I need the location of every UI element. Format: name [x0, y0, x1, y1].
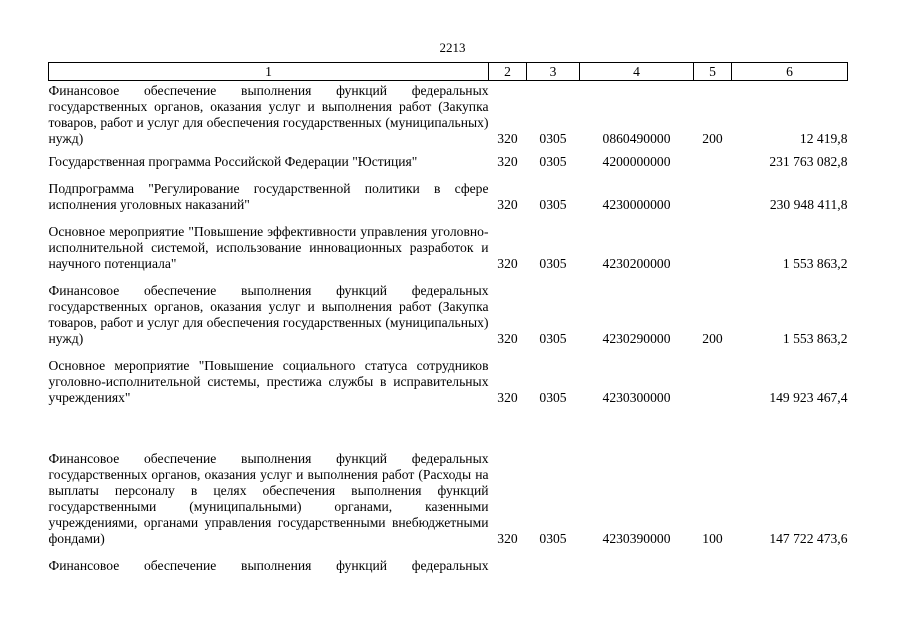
page-number: 2213 — [439, 40, 466, 55]
row-ministry-code: 320 — [497, 197, 518, 212]
row-ministry-code: 320 — [497, 154, 518, 169]
row-expense-type: 100 — [702, 531, 723, 546]
row-section-code: 0305 — [539, 131, 567, 146]
table-row — [49, 547, 848, 574]
row-description: Финансовое обеспечение выполнения функций федеральных государственных органов, оказания услуг и выполнения работ (Закупка товаров, работ и услуг для обеспечения государственных (муниципальных) нужд) — [48, 83, 489, 146]
header-col-4: 4 — [580, 63, 694, 81]
row-expense-type — [694, 147, 732, 170]
row-section-code: 0305 — [539, 390, 567, 405]
header-col-5: 5 — [694, 63, 732, 81]
row-description: Основное мероприятие "Повышение эффективности управления уголовно-исполнительной системой, использование инновационных разработок и научного потенциала" — [48, 224, 489, 271]
table-row — [49, 170, 848, 213]
table-row — [49, 406, 848, 547]
row-description: Подпрограмма "Регулирование государственной политики в сфере исполнения уголовных наказаний" — [48, 181, 489, 212]
row-expense-type: 200 — [702, 331, 723, 346]
table-row — [49, 81, 848, 148]
row-expense-type — [694, 547, 732, 574]
row-expense-type — [694, 347, 732, 406]
row-target-code: 4230200000 — [602, 256, 671, 271]
row-ministry-code: 320 — [497, 331, 518, 346]
header-row — [49, 63, 848, 81]
row-ministry-code — [489, 547, 527, 574]
table-row — [49, 272, 848, 347]
row-ministry-code: 320 — [497, 256, 518, 271]
budget-table — [48, 62, 848, 574]
row-section-code: 0305 — [539, 256, 567, 271]
row-description: Основное мероприятие "Повышение социального статуса сотрудников уголовно-исполнительной системы, престижа службы в исправительных учреждениях" — [48, 358, 489, 405]
row-target-code: 4230290000 — [602, 331, 671, 346]
row-target-code: 4230300000 — [602, 390, 671, 405]
row-ministry-code: 320 — [497, 531, 518, 546]
row-amount: 149 923 467,4 — [769, 390, 848, 405]
row-target-code — [580, 547, 694, 574]
table-row — [49, 347, 848, 406]
row-section-code: 0305 — [539, 197, 567, 212]
row-section-code: 0305 — [539, 331, 567, 346]
row-expense-type — [694, 170, 732, 213]
row-description: Государственная программа Российской Федерации "Юстиция" — [48, 154, 418, 169]
row-section-code: 0305 — [539, 531, 567, 546]
header-col-3: 3 — [527, 63, 580, 81]
row-amount: 12 419,8 — [799, 131, 848, 146]
row-ministry-code: 320 — [497, 131, 518, 146]
header-col-1: 1 — [49, 63, 489, 81]
row-section-code — [527, 547, 580, 574]
row-ministry-code: 320 — [497, 390, 518, 405]
row-amount — [732, 547, 848, 574]
table-row — [49, 147, 848, 170]
row-target-code: 4230390000 — [602, 531, 671, 546]
row-description: Финансовое обеспечение выполнения функций федеральных государственных органов, оказания услуг и выполнения работ (Закупка товаров, работ и услуг для обеспечения государственных (муниципальных) нужд) — [48, 283, 489, 346]
table-row — [49, 213, 848, 272]
row-target-code: 4200000000 — [602, 154, 671, 169]
row-target-code: 4230000000 — [602, 197, 671, 212]
row-expense-type: 200 — [702, 131, 723, 146]
row-expense-type — [694, 213, 732, 272]
row-amount: 1 553 863,2 — [782, 256, 848, 271]
row-amount: 230 948 411,8 — [769, 197, 848, 212]
row-description: Финансовое обеспечение выполнения функций федеральных государственных органов, оказания услуг и выполнения работ (Расходы на выплаты персоналу в целях обеспечения выполнения функций государственными (муниципальными) органами, казенными учреждениями, органами управления государственными внебюджетными фондами) — [48, 451, 489, 546]
row-amount: 231 763 082,8 — [769, 154, 848, 169]
row-amount: 1 553 863,2 — [782, 331, 848, 346]
row-description: Финансовое обеспечение выполнения функций федеральных — [48, 558, 489, 573]
header-col-2: 2 — [489, 63, 527, 81]
header-col-6: 6 — [732, 63, 848, 81]
row-target-code: 0860490000 — [602, 131, 671, 146]
row-section-code: 0305 — [539, 154, 567, 169]
row-amount: 147 722 473,6 — [769, 531, 848, 546]
